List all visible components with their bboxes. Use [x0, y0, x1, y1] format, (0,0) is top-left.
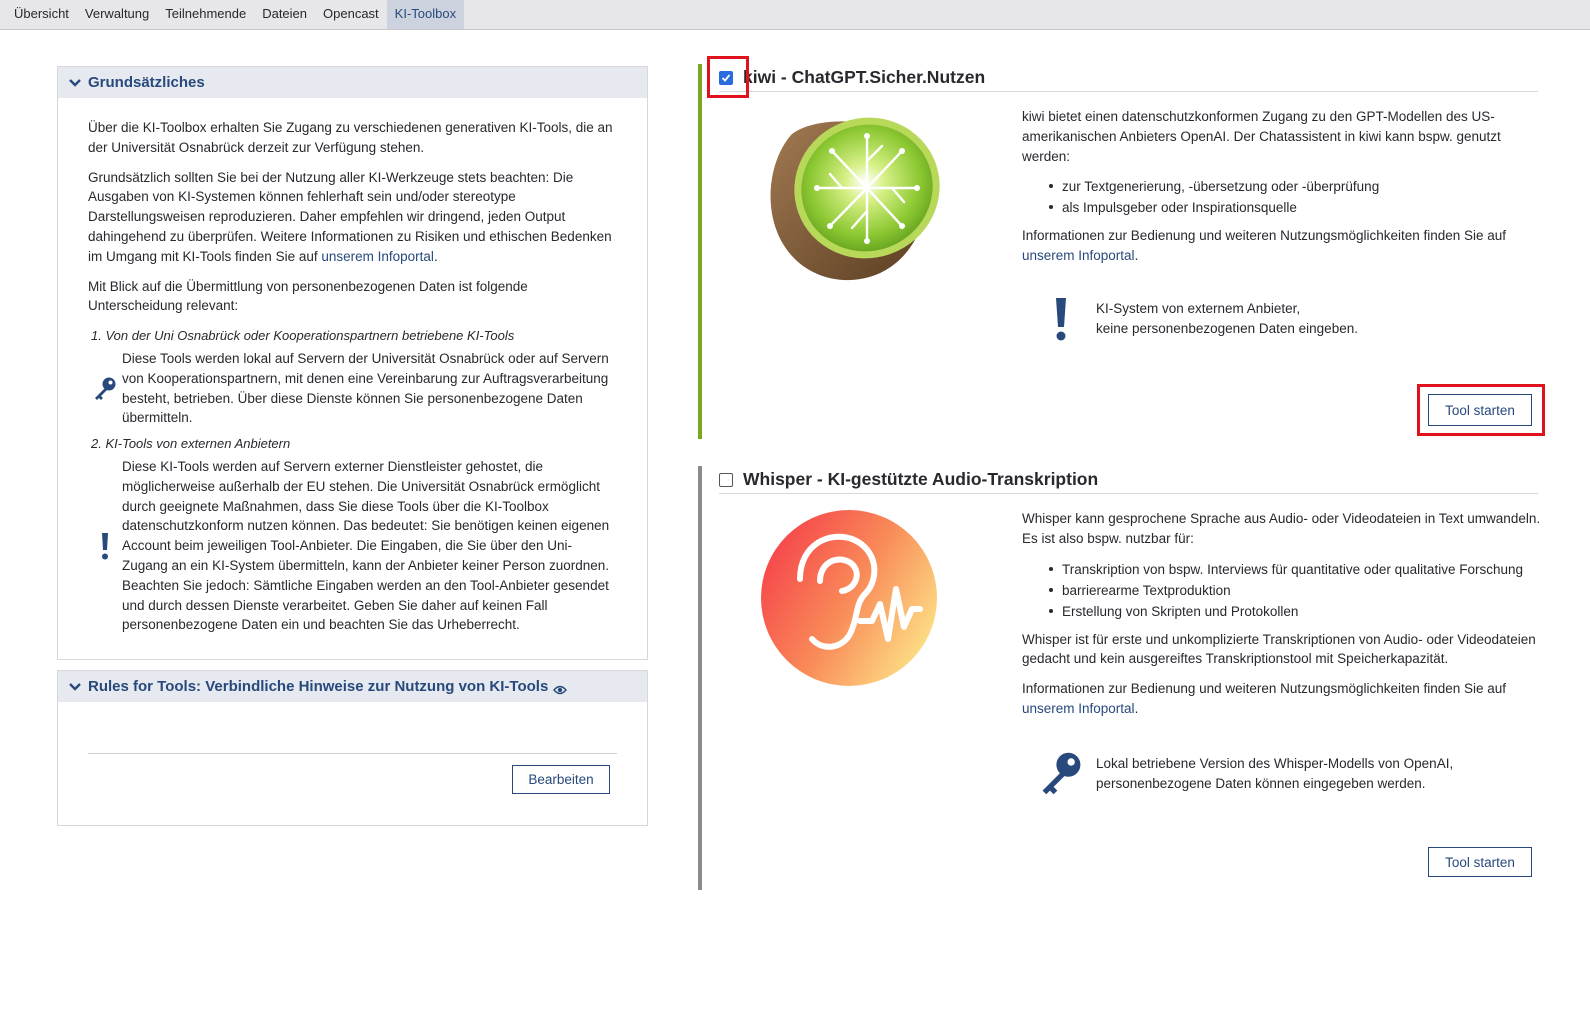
- data-notice: [1032, 296, 1358, 342]
- key-icon: [1032, 750, 1090, 798]
- tab-dateien[interactable]: Dateien: [262, 6, 308, 21]
- tool-uses-list: [1062, 176, 1542, 218]
- list-item: [88, 434, 617, 635]
- rules-title: Rules for Tools: Verbindliche Hinweise zur Nutzung von KI-Tools: [88, 678, 549, 695]
- rules-panel-header[interactable]: [58, 671, 647, 702]
- tool-info: Informationen zur Bedienung und weiteren Nutzungsmöglichkeiten finden Sie auf unserem Infoportal.: [1022, 228, 1507, 264]
- notice-line: KI-System von externem Anbieter,: [1096, 301, 1301, 317]
- basics-panel-header[interactable]: [58, 67, 647, 98]
- tool-card-whisper: [698, 466, 1541, 890]
- list-item: Erstellung von Skripten und Protokollen: [1062, 601, 1542, 622]
- tool-description: [1022, 509, 1542, 729]
- tool-card-header: [719, 64, 1538, 92]
- tool-card-kiwi: [698, 64, 1538, 439]
- tab-uebersicht[interactable]: Übersicht: [14, 6, 69, 21]
- infoportal-link[interactable]: unserem Infoportal: [1022, 700, 1135, 716]
- list-item: barrierearme Textproduktion: [1062, 580, 1542, 601]
- start-tool-button-whisper[interactable]: Tool starten: [1428, 847, 1532, 877]
- exclamation-icon: [88, 531, 122, 561]
- select-checkbox-whisper[interactable]: [719, 473, 733, 487]
- rules-panel: [57, 670, 648, 826]
- highlight-box-checkbox: [707, 56, 749, 98]
- tool-title: Whisper - KI-gestützte Audio-Transkription: [743, 469, 1099, 489]
- edit-button[interactable]: Bearbeiten: [512, 765, 610, 794]
- list-item: Transkription von bspw. Interviews für quantitative oder qualitative Forschung: [1062, 559, 1542, 580]
- eye-icon[interactable]: [553, 682, 567, 692]
- list-item-text: Diese Tools werden lokal auf Servern der Universität Osnabrück oder auf Servern von Kooperationspartnern, mit denen eine Vereinbarung zur Auftragsverarbeitung besteht, betrieben. Über diese Dienste können Sie personenbezogene Daten übermitteln.: [122, 350, 609, 426]
- list-item-title: 2. KI-Tools von externen Anbietern: [91, 436, 291, 452]
- data-notice: [1032, 750, 1453, 798]
- notice-line: personenbezogene Daten können eingegeben werden.: [1096, 776, 1426, 791]
- tool-intro: Whisper kann gesprochene Sprache aus Audio- oder Videodateien in Text umwandeln. Es ist also bspw. nutzbar für:: [1022, 511, 1541, 546]
- whisper-logo: [760, 509, 938, 687]
- tool-uses-list: [1062, 559, 1542, 622]
- list-item: als Impulsgeber oder Inspirationsquelle: [1062, 197, 1542, 218]
- notice-line: Lokal betriebene Version des Whisper-Modells von OpenAI,: [1096, 756, 1454, 772]
- infoportal-link[interactable]: unserem Infoportal: [321, 248, 434, 264]
- basics-data-note: Mit Blick auf die Übermittlung von personenbezogenen Daten ist folgende Unterscheidung relevant:: [88, 278, 528, 314]
- kiwi-logo: [762, 106, 940, 286]
- basics-intro: Über die KI-Toolbox erhalten Sie Zugang zu verschiedenen generativen KI-Tools, die an der Universität Osnabrück derzeit zur Verfügung stehen.: [88, 120, 613, 155]
- tool-title: kiwi - ChatGPT.Sicher.Nutzen: [743, 67, 986, 87]
- notice-line: keine personenbezogenen Daten eingeben.: [1096, 321, 1358, 336]
- basics-panel: [57, 66, 648, 660]
- tool-extra: Whisper ist für erste und unkomplizierte Transkriptionen von Audio- oder Videodateien gedacht und kein ausgereiftes Transkriptionstool mit Speicherkapazität.: [1022, 631, 1536, 667]
- key-icon: [88, 376, 122, 402]
- tab-ki-toolbox[interactable]: KI-Toolbox: [387, 0, 464, 29]
- course-tab-bar: [0, 0, 1590, 30]
- tab-teilnehmende[interactable]: Teilnehmende: [165, 6, 247, 21]
- exclamation-icon: [1032, 296, 1090, 342]
- list-item-title: 1. Von der Uni Osnabrück oder Kooperationspartnern betriebene KI-Tools: [91, 328, 515, 344]
- tab-opencast[interactable]: Opencast: [323, 6, 379, 21]
- tool-info: Informationen zur Bedienung und weiteren Nutzungsmöglichkeiten finden Sie auf unserem Infoportal.: [1022, 681, 1507, 716]
- chevron-down-icon: [68, 76, 82, 90]
- list-item-text: Diese KI-Tools werden auf Servern externer Dienstleister gehostet, die möglicherweise außerhalb der EU stehen. Die Universität Osnabrück ermöglicht durch geeignete Maßnahmen, dass Sie diese Tools über die KI-Toolbox datenschutzkonform nutzen können. Das bedeutet: Sie benötigen keinen eigenen Account beim jeweiligen Tool-Anbieter. Die Eingaben, die Sie über den Uni-Zugang an ein KI-System übermitteln, kann der Anbieter keiner Person zuordnen. Beachten Sie jedoch: Sämtliche Eingaben werden an den Tool-Anbieter gesendet und durch dessen Dienste verarbeitet. Geben Sie daher auf keinen Fall personenbezogene Daten ein und beachten Sie das Urheberrecht.: [122, 458, 610, 633]
- basics-warning: Grundsätzlich sollten Sie bei der Nutzung aller KI-Werkzeuge stets beachten: Die Ausgaben von KI-Systemen können fehlerhaft sein und/oder stereotype Darstellungsweisen reproduzieren. Daher empfehlen wir dringend, jeden Output dahingehend zu überprüfen. Weitere Informationen zu Risiken und ethischen Bedenken im Umgang mit KI-Tools finden Sie auf unserem Infoportal.: [88, 169, 612, 264]
- infoportal-link[interactable]: unserem Infoportal: [1022, 248, 1135, 264]
- tool-description: [1022, 107, 1542, 276]
- tool-intro: kiwi bietet einen datenschutzkonformen Zugang zu den GPT-Modellen des US-amerikanischen Anbieters OpenAI. Der Chatassistent in kiwi kann bspw. genutzt werden:: [1022, 109, 1501, 164]
- list-item: zur Textgenerierung, -übersetzung oder -überprüfung: [1062, 176, 1542, 197]
- chevron-down-icon: [68, 680, 82, 694]
- tool-card-header: [719, 466, 1538, 494]
- list-item: [88, 326, 617, 428]
- basics-title: Grundsätzliches: [88, 74, 205, 91]
- divider: [88, 753, 617, 754]
- tab-verwaltung[interactable]: Verwaltung: [84, 6, 150, 21]
- start-tool-button-kiwi[interactable]: Tool starten: [1428, 394, 1532, 426]
